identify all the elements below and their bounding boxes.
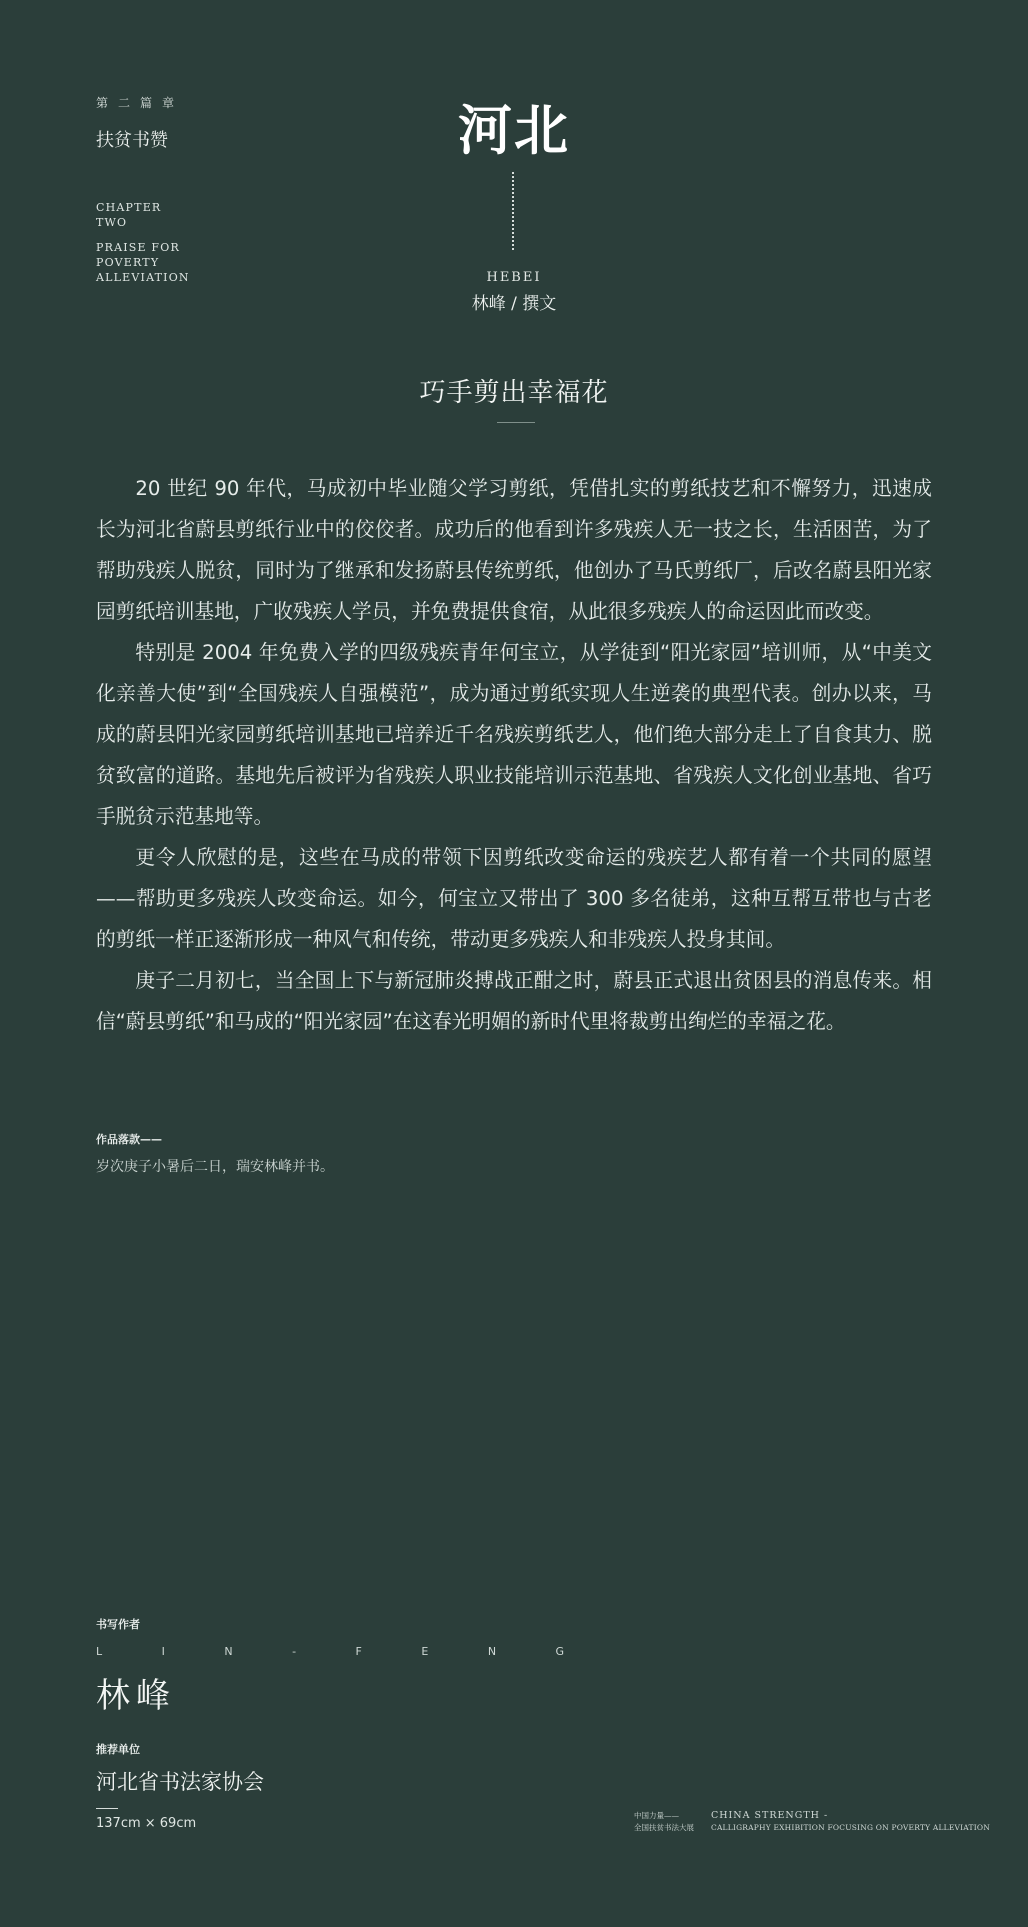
- writer-pinyin: L I N - F E N G: [96, 1645, 593, 1658]
- article-paragraph: 更令人欣慰的是，这些在马成的带领下因剪纸改变命运的残疾艺人都有着一个共同的愿望——帮助更多残疾人改变命运。如今，何宝立又带出了 300 多名徒弟，这种互帮互带也与古老的剪纸一样正逐渐形成一种风气和传统，带动更多残疾人和非残疾人投身其间。: [96, 846, 932, 951]
- article-title: 巧手剪出幸福花: [419, 378, 609, 408]
- article-paragraph: 20 世纪 90 年代，马成初中毕业随父学习剪纸，凭借扎实的剪纸技艺和不懈努力，迅速成长为河北省蔚县剪纸行业中的佼佼者。成功后的他看到许多残疾人无一技之长，生活困苦，为了帮助残疾人脱贫，同时为了继承和发扬蔚县传统剪纸，他创办了马氏剪纸厂，后改名蔚县阳光家园剪纸培训基地，广收残疾人学员，并免费提供食宿，从此很多残疾人的命运因此而改变。: [96, 477, 932, 623]
- inscription-text: 岁次庚子小暑后二日，瑞安林峰并书。: [96, 1159, 334, 1175]
- recommender-org: 河北省书法家协会: [96, 1770, 264, 1794]
- region-title: 河北: [458, 98, 570, 162]
- footer-en-line2: CALLIGRAPHY EXHIBITION FOCUSING ON POVERTY ALLEVIATION: [711, 1823, 990, 1832]
- inscription-label: 作品落款——: [96, 1133, 162, 1146]
- article-paragraph: 庚子二月初七，当全国上下与新冠肺炎搏战正酣之时，蔚县正式退出贫困县的消息传来。相信“蔚县剪纸”和马成的“阳光家园”在这春光明媚的新时代里将裁剪出绚烂的幸福之花。: [96, 969, 932, 1033]
- dotted-divider: [512, 172, 514, 250]
- article-author: 林峰 / 撰文: [471, 294, 557, 314]
- work-size: 137cm × 69cm: [96, 1816, 197, 1831]
- writer-name: 林峰: [96, 1676, 176, 1716]
- chapter-label-en: CHAPTER TWO: [96, 201, 162, 229]
- recommender-label: 推荐单位: [96, 1743, 140, 1756]
- size-divider: [96, 1808, 118, 1809]
- chapter-title: 扶贫书赞: [96, 130, 168, 151]
- title-underline: [497, 422, 535, 423]
- article-body: [96, 468, 932, 1042]
- footer-exhibition-cn: 中国力量—— 全国扶贫书法大展: [634, 1811, 694, 1832]
- chapter-number: 第二篇章: [96, 96, 185, 110]
- footer-exhibition-en: [711, 1810, 990, 1834]
- writer-label: 书写作者: [96, 1618, 140, 1631]
- footer-en-line1: CHINA STRENGTH -: [711, 1810, 829, 1821]
- region-title-en: HEBEI: [486, 270, 542, 285]
- chapter-theme-en: PRAISE FOR POVERTY ALLEVIATION: [96, 241, 190, 284]
- article-paragraph: 特别是 2004 年免费入学的四级残疾青年何宝立，从学徒到“阳光家园”培训师，从“中美文化亲善大使”到“全国残疾人自强模范”，成为通过剪纸实现人生逆袭的典型代表。创办以来，马成的蔚县阳光家园剪纸培训基地已培养近千名残疾剪纸艺人，他们绝大部分走上了自食其力、脱贫致富的道路。基地先后被评为省残疾人职业技能培训示范基地、省残疾人文化创业基地、省巧手脱贫示范基地等。: [96, 641, 932, 828]
